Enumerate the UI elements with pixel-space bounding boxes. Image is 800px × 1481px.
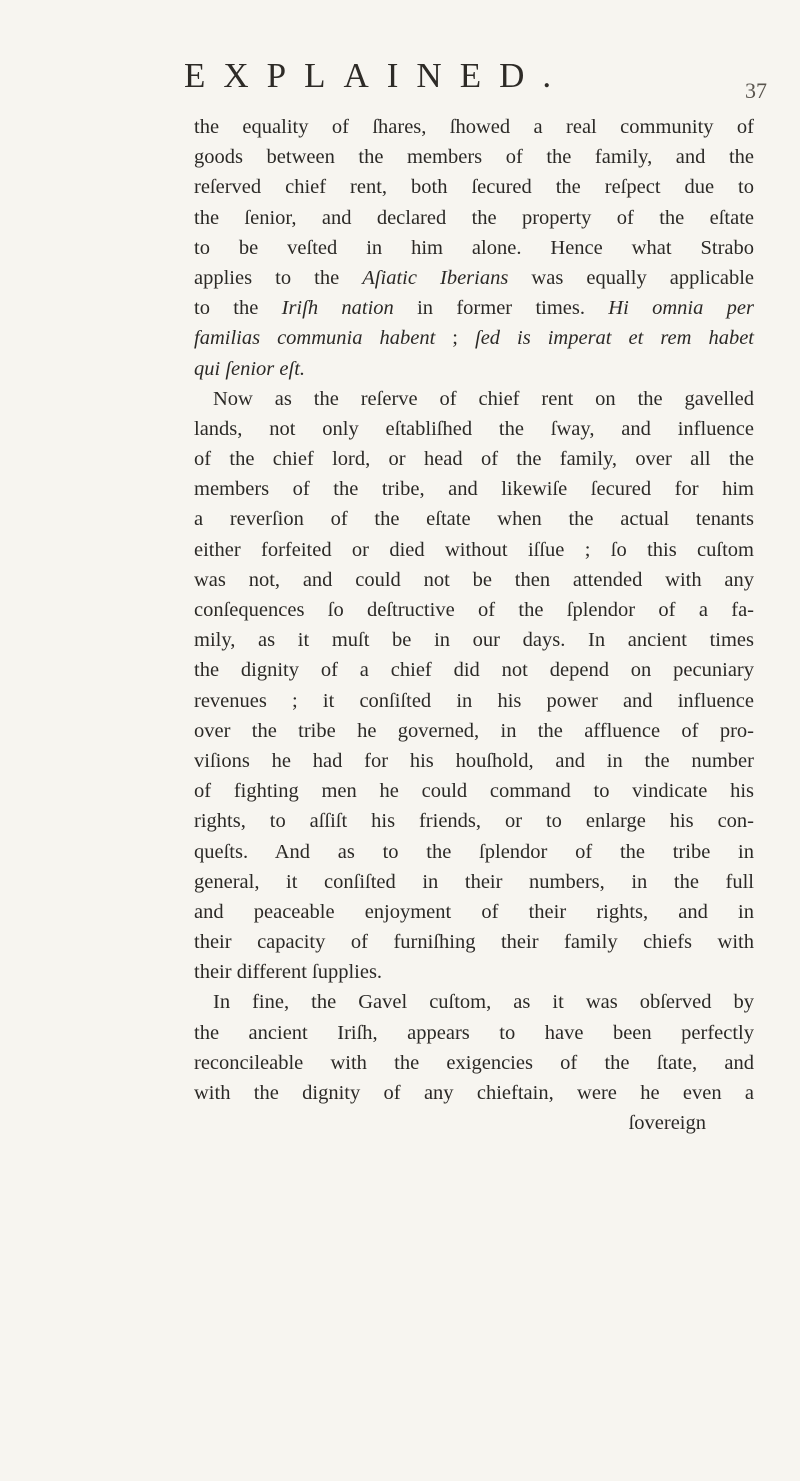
text-run: to be veſted in him alone. Hence what Strabo bbox=[194, 236, 754, 259]
text-line bbox=[194, 354, 754, 384]
italic-text-run: Aſiatic Iberians bbox=[362, 266, 509, 289]
text-line bbox=[194, 263, 754, 293]
text-line bbox=[194, 112, 754, 142]
text-run: applies to the bbox=[194, 266, 363, 289]
text-run: reſerved chief rent, both ſecured the reſpect due to bbox=[194, 176, 754, 199]
text-line bbox=[194, 957, 754, 987]
page-number: 37 bbox=[745, 78, 767, 103]
body-text bbox=[194, 112, 754, 1138]
text-run: members of the tribe, and likewiſe ſecured for him bbox=[194, 478, 754, 501]
text-line bbox=[194, 172, 754, 202]
text-run: in former times. bbox=[393, 297, 609, 320]
text-run: to the bbox=[194, 297, 282, 320]
text-run: with the dignity of any chieftain, were he even a bbox=[194, 1082, 754, 1104]
text-line bbox=[194, 1048, 754, 1078]
text-run: a reverſion of the eſtate when the actual tenants bbox=[194, 508, 754, 531]
text-run: viſions he had for his houſhold, and in the number bbox=[194, 749, 754, 772]
text-line bbox=[194, 384, 754, 414]
text-run: Now as the reſerve of chief rent on the gavelled bbox=[213, 387, 754, 410]
text-line bbox=[194, 535, 754, 565]
text-run: either forfeited or died without iſſue ; ſo this cuſtom bbox=[194, 538, 754, 561]
text-run: rights, to aſſiſt his friends, or to enlarge his con- bbox=[194, 810, 754, 833]
text-run: In fine, the Gavel cuſtom, as it was obſerved by bbox=[213, 991, 754, 1014]
italic-text-run: ſed is imperat et rem habet bbox=[475, 327, 754, 350]
text-run: of the chief lord, or head of the family, over all the bbox=[194, 448, 754, 471]
text-line bbox=[194, 203, 754, 233]
text-line bbox=[194, 1078, 754, 1108]
text-line bbox=[194, 716, 754, 746]
text-line bbox=[194, 444, 754, 474]
text-line bbox=[194, 987, 754, 1017]
text-line bbox=[194, 142, 754, 172]
text-run: and peaceable enjoyment of their rights, and in bbox=[194, 900, 754, 923]
italic-text-run: Hi omnia per bbox=[608, 297, 754, 320]
text-line bbox=[194, 293, 754, 323]
text-line bbox=[194, 655, 754, 685]
text-line bbox=[194, 897, 754, 927]
text-run: over the tribe he governed, in the affluence of pro- bbox=[194, 719, 754, 742]
catchword bbox=[194, 1108, 754, 1138]
text-line bbox=[194, 837, 754, 867]
text-line bbox=[194, 927, 754, 957]
text-run: reconcileable with the exigencies of the ſtate, and bbox=[194, 1051, 754, 1074]
text-line bbox=[194, 504, 754, 534]
text-line bbox=[194, 867, 754, 897]
text-run: queſts. And as to the ſplendor of the tribe in bbox=[194, 840, 754, 863]
text-run: their different ſupplies. bbox=[194, 961, 383, 984]
italic-text-run: familias communia habent bbox=[194, 327, 436, 350]
text-line bbox=[194, 323, 754, 353]
text-line bbox=[194, 233, 754, 263]
text-run: lands, not only eſtabliſhed the ſway, and influence bbox=[194, 417, 754, 440]
italic-text-run: Iriſh nation bbox=[281, 297, 394, 320]
italic-text-run: qui ſenior eſt. bbox=[194, 357, 306, 380]
text-run: their capacity of furniſhing their family chiefs with bbox=[194, 931, 754, 954]
text-run: general, it conſiſted in their numbers, in the full bbox=[194, 870, 754, 893]
text-run: goods between the members of the family, and the bbox=[194, 146, 754, 169]
text-run: of fighting men he could command to vindicate his bbox=[194, 780, 754, 803]
running-head: EXPLAINED. bbox=[184, 56, 570, 95]
text-line bbox=[194, 1018, 754, 1048]
text-line bbox=[194, 806, 754, 836]
text-line bbox=[194, 474, 754, 504]
text-run: the dignity of a chief did not depend on pecuniary bbox=[194, 659, 754, 682]
text-line bbox=[194, 746, 754, 776]
text-line bbox=[194, 686, 754, 716]
text-run: ſovereign bbox=[628, 1112, 706, 1135]
text-line bbox=[194, 414, 754, 444]
text-line bbox=[194, 595, 754, 625]
text-run: was equally applicable bbox=[508, 266, 755, 289]
text-run: the equality of ſhares, ſhowed a real community of bbox=[194, 116, 754, 138]
text-run: conſequences ſo deſtructive of the ſplendor of a fa- bbox=[194, 599, 754, 621]
text-line bbox=[194, 565, 754, 595]
text-line bbox=[194, 625, 754, 655]
text-run: was not, and could not be then attended with any bbox=[194, 568, 754, 591]
text-run: the ſenior, and declared the property of the eſtate bbox=[194, 206, 754, 229]
text-line bbox=[194, 776, 754, 806]
text-run: the ancient Iriſh, appears to have been perfectly bbox=[194, 1021, 754, 1044]
text-run: revenues ; it conſiſted in his power and influence bbox=[194, 689, 754, 712]
text-run: mily, as it muſt be in our days. In ancient times bbox=[194, 629, 754, 652]
text-run: ; bbox=[435, 327, 475, 350]
